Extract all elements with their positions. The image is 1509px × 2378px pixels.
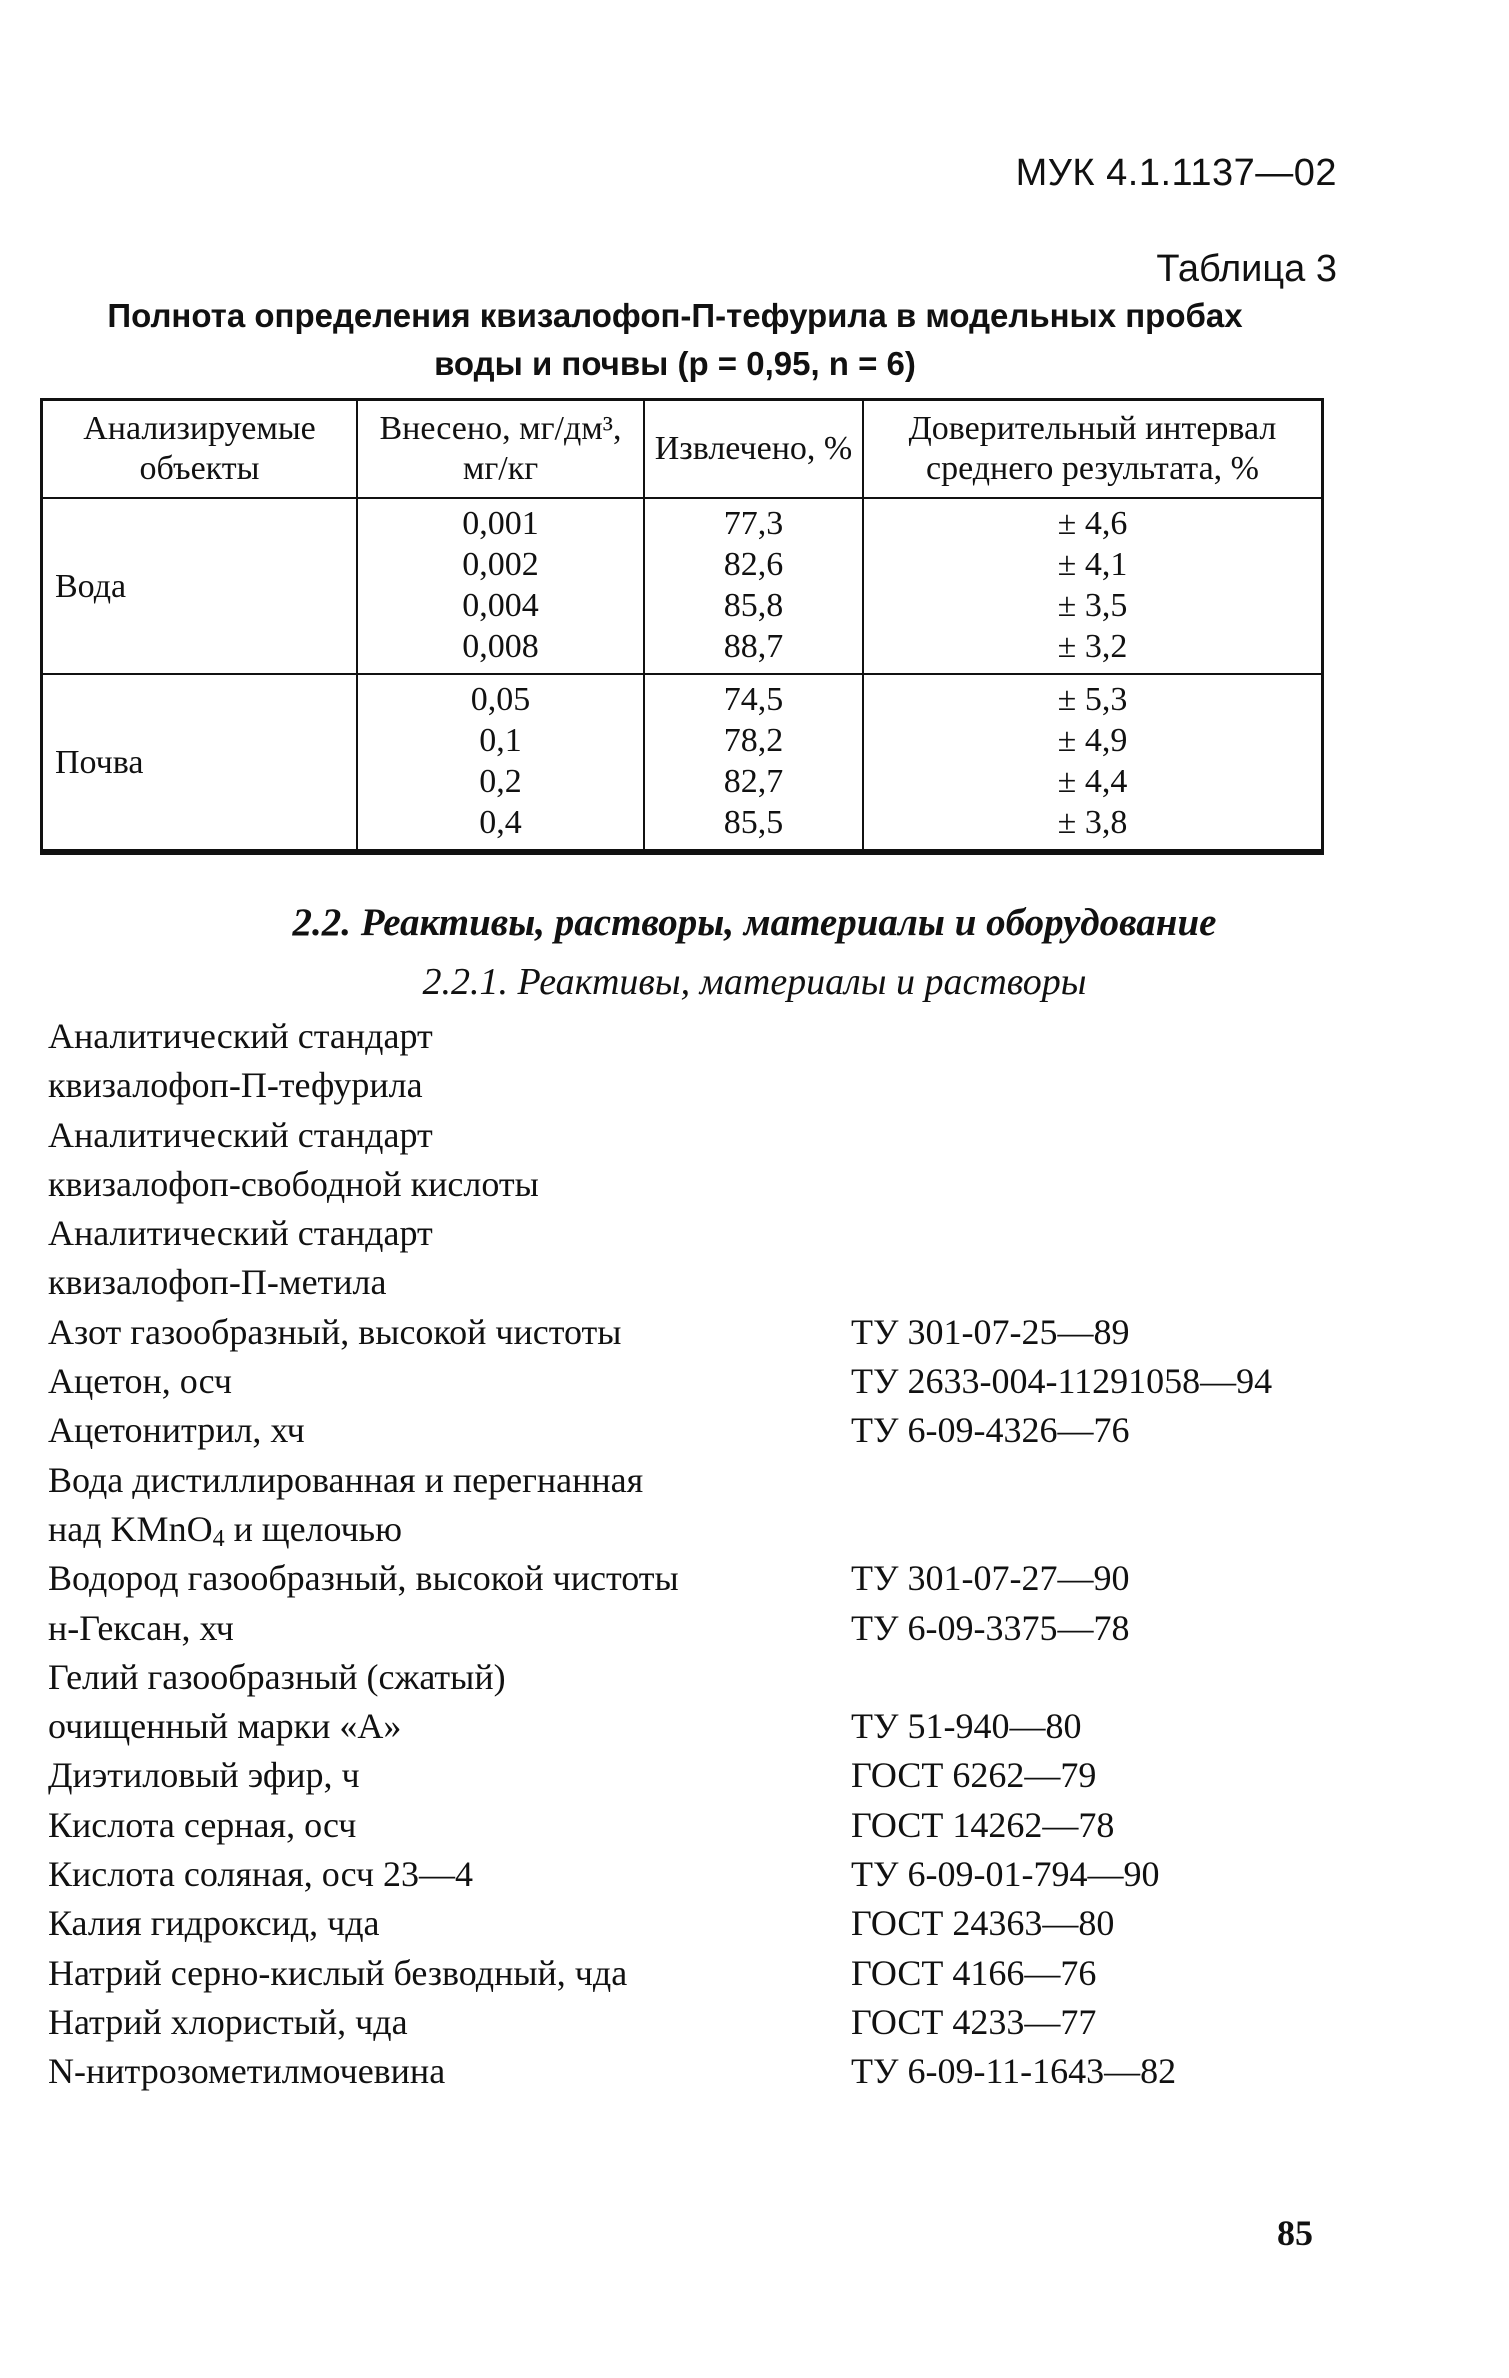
col-header-interval: Доверительный интервал среднего результата, % <box>863 400 1323 499</box>
list-item: квизалофоп-П-метила <box>48 1262 387 1303</box>
section-heading: 2.2. Реактивы, растворы, материалы и оборудование <box>292 901 1217 944</box>
list-item: над KMnO$_4$ и щелочью <box>48 1508 402 1552</box>
col-header-added: Внесено, мг/дм³, мг/кг <box>357 400 644 499</box>
recovered-cell: 74,5 78,2 82,7 85,5 <box>644 674 863 852</box>
page-number: 85 <box>1277 2213 1313 2253</box>
list-item: квизалофоп-П-тефурила <box>48 1065 423 1106</box>
table-title-line-1: Полнота определения квизалофоп-П-тефурила в модельных пробах <box>107 297 1243 334</box>
subsection-heading: 2.2.1. Реактивы, материалы и растворы <box>422 961 1087 1003</box>
recovery-table <box>40 398 1324 855</box>
list-item: н-Гексан, хч ТУ 6-09-3375—78 <box>48 1607 1130 1648</box>
col-header-objects: Анализируемые объекты <box>42 400 358 499</box>
table-header-row <box>42 400 1323 499</box>
list-item: Водород газообразный, высокой чистоты ТУ 301-07-27—90 <box>48 1558 1130 1599</box>
list-item: Ацетонитрил, хч ТУ 6-09-4326—76 <box>48 1410 1130 1451</box>
list-item: Натрий хлористый, чда ГОСТ 4233—77 <box>48 2001 1097 2042</box>
list-item: Калия гидроксид, чда ГОСТ 24363—80 <box>48 1903 1115 1944</box>
interval-cell: ± 4,6 ± 4,1 ± 3,5 ± 3,2 <box>863 498 1323 674</box>
list-item: очищенный марки «А» ТУ 51-940—80 <box>48 1706 1082 1747</box>
list-item: N-нитрозометилмочевина ТУ 6-09-11-1643—82 <box>48 2051 1177 2092</box>
list-item: Кислота серная, осч ГОСТ 14262—78 <box>48 1804 1115 1845</box>
list-item: Кислота соляная, осч 23—4 ТУ 6-09-01-794—90 <box>48 1854 1160 1895</box>
table-title-line-2: воды и почвы (p = 0,95, n = 6) <box>434 345 916 382</box>
list-item: Аналитический стандарт <box>48 1213 433 1254</box>
object-cell: Почва <box>42 674 358 852</box>
list-item: Азот газообразный, высокой чистоты ТУ 301-07-25—89 <box>48 1311 1130 1352</box>
list-item: Аналитический стандарт <box>48 1016 433 1056</box>
list-item: Аналитический стандарт <box>48 1114 433 1155</box>
added-cell: 0,05 0,1 0,2 0,4 <box>357 674 644 852</box>
col-header-recovered: Извлечено, % <box>644 400 863 499</box>
list-item: Гелий газообразный (сжатый) <box>48 1656 506 1697</box>
interval-cell: ± 5,3 ± 4,9 ± 4,4 ± 3,8 <box>863 674 1323 852</box>
list-item: Ацетон, осч ТУ 2633-004-11291058—94 <box>48 1361 1273 1402</box>
table-title <box>100 292 1250 388</box>
document-code: МУК 4.1.1137—02 <box>1015 152 1337 194</box>
list-item: Диэтиловый эфир, ч ГОСТ 6262—79 <box>48 1755 1097 1796</box>
object-cell: Вода <box>42 498 358 674</box>
table-row <box>42 674 1323 852</box>
table-row <box>42 498 1323 674</box>
added-cell: 0,001 0,002 0,004 0,008 <box>357 498 644 674</box>
table-number: Таблица 3 <box>1156 248 1337 290</box>
list-item: Натрий серно-кислый безводный, чда ГОСТ 4166—76 <box>48 1952 1097 1993</box>
recovered-cell: 77,3 82,6 85,8 88,7 <box>644 498 863 674</box>
reagents-list <box>48 1012 1348 2097</box>
list-item: квизалофоп-свободной кислоты <box>48 1163 539 1204</box>
list-item: Вода дистиллированная и перегнанная <box>48 1459 644 1500</box>
